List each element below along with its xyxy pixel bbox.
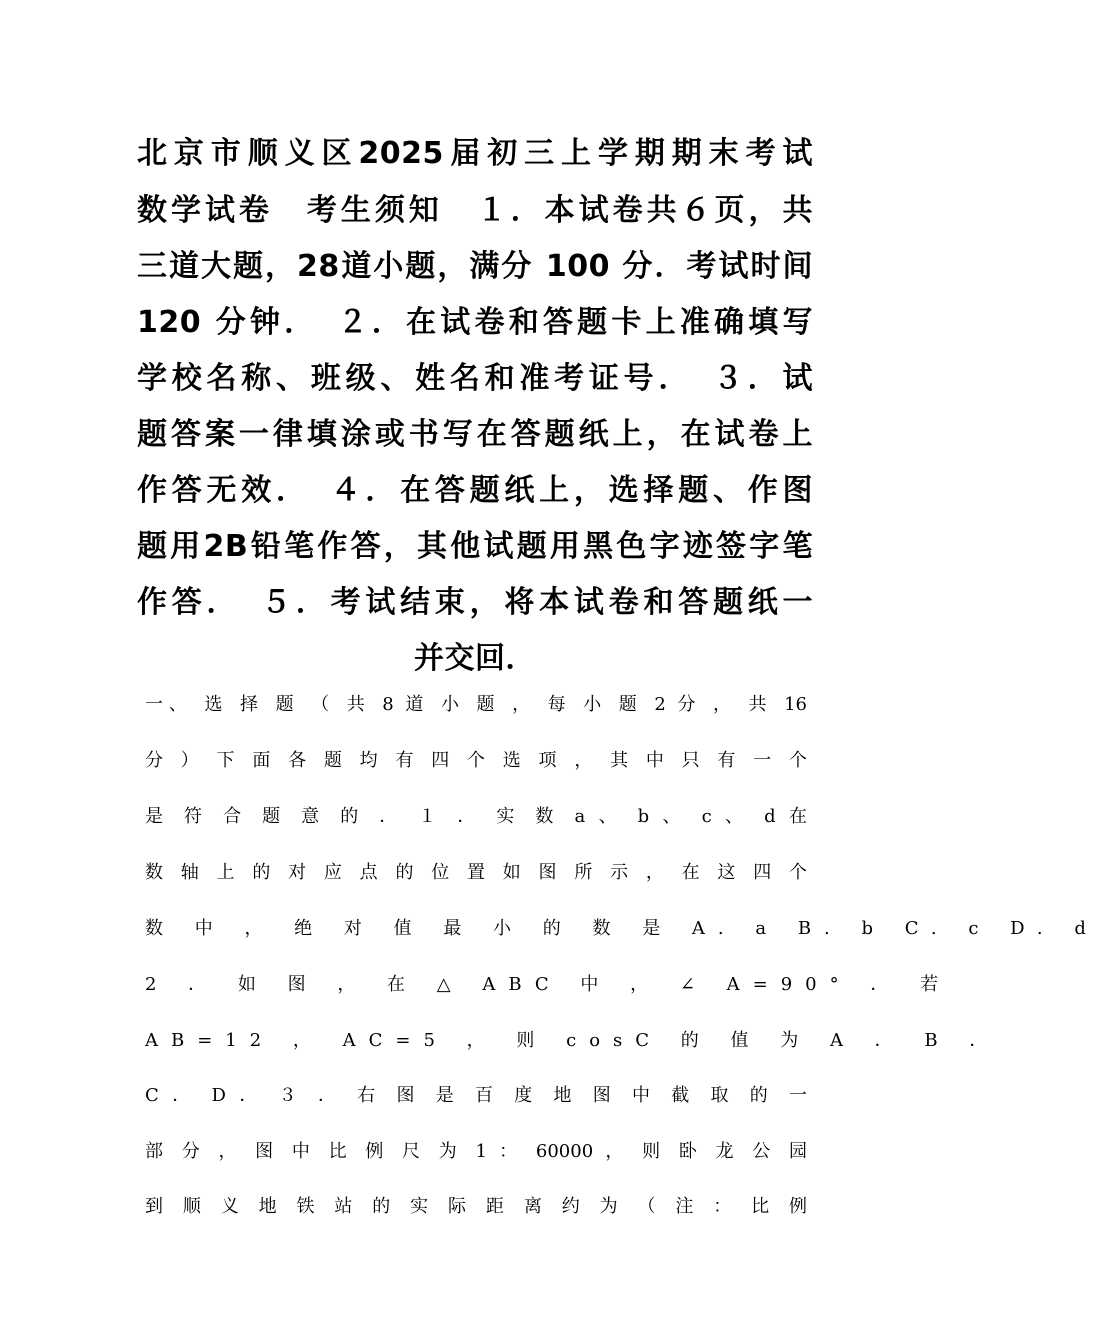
heading-line-1: 北京市顺义区2025届初三上学期期末考试 <box>137 136 813 171</box>
body-line-10: 到 顺 义 地 铁 站 的 实 际 距 离 约 为 （ 注 ： 比 例 <box>145 1196 807 1217</box>
body-line-3: 是 符 合 题 意 的 ． １ ． 实 数 a 、 b 、 c 、 d 在 <box>145 806 807 827</box>
body-line-6: 2 ． 如 图 ， 在 △ ABC 中 ， ∠ A=90° ． 若 <box>145 974 952 995</box>
body-line-7: AB=12 ， AC=5 ， 则 cosC 的 值 为 A ． B ． <box>145 1030 1001 1051</box>
heading-line-8: 题用2B铅笔作答，其他试题用黑色字迹签字笔 <box>137 529 813 564</box>
heading-line-3: 三道大题，28道小题，满分 100 分．考试时间 <box>137 249 813 284</box>
heading-line-9: 作答． ５．考试结束，将本试卷和答题纸一 <box>137 585 813 620</box>
body-line-2: 分 ） 下 面 各 题 均 有 四 个 选 项 ， 其 中 只 有 一 个 <box>145 750 807 771</box>
body-line-1: 一、 选 择 题 （ 共 8 道 小 题 ， 每 小 题 2 分 ， 共 16 <box>145 694 808 715</box>
heading-line-7: 作答无效． ４．在答题纸上，选择题、作图 <box>137 473 813 508</box>
body-line-9: 部 分 ， 图 中 比 例 尺 为 1 ： 60000 ， 则 卧 龙 公 园 <box>145 1141 807 1162</box>
body-line-8: C ． D ． ３ ． 右 图 是 百 度 地 图 中 截 取 的 一 <box>145 1085 807 1106</box>
heading-line-4: 120 分钟． ２．在试卷和答题卡上准确填写 <box>137 305 813 340</box>
body-line-5: 数 中 ， 绝 对 值 最 小 的 数 是 A. a B. b C. c D. d <box>145 918 1099 939</box>
heading-line-2: 数学试卷 考生须知 １．本试卷共６页，共 <box>137 193 813 228</box>
heading-line-6: 题答案一律填涂或书写在答题纸上，在试卷上 <box>137 417 813 452</box>
body-line-4: 数 轴 上 的 对 应 点 的 位 置 如 图 所 示 ， 在 这 四 个 <box>145 862 807 883</box>
heading-line-5: 学校名称、班级、姓名和准考证号． ３．试 <box>137 361 813 396</box>
heading-line-10: 并交回． <box>414 641 536 676</box>
